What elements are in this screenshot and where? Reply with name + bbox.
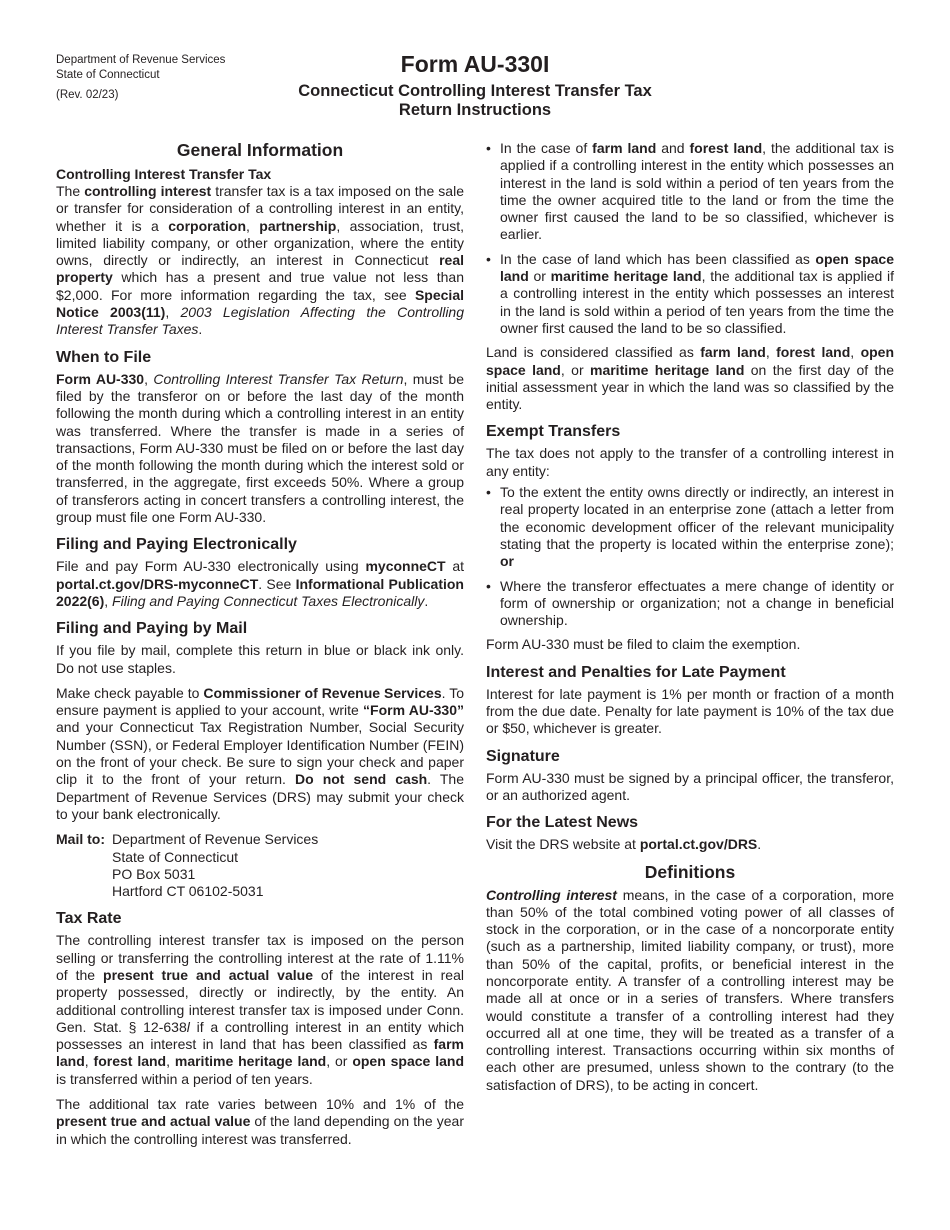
late-payment-paragraph: Interest for late payment is 1% per month or fraction of a month from the due date. Penalty for late payment is 10% of the tax due or $50, whichever is greater. [486,685,894,737]
identity-change-bullet: • Where the transferor effectuates a mere change of identity or form of ownership or organization; not a change in beneficial ownership. [486,577,894,629]
electronic-filing-heading: Filing and Paying Electronically [56,536,297,554]
form-subtitle [0,82,950,120]
latest-news-heading: For the Latest News [486,814,639,832]
latest-news-paragraph: Visit the DRS website at portal.ct.gov/DRS. [486,836,762,853]
tax-rate-heading: Tax Rate [56,910,122,928]
address-line: PO Box 5031 [112,865,196,882]
additional-rate-paragraph: The additional tax rate varies between 10% and 1% of the present true and actual value of the land depending on the year in which the controlling interest was transferred. [56,1096,464,1147]
late-payment-heading: Interest and Penalties for Late Payment [486,663,786,681]
agency-state: State of Connecticut [56,69,160,81]
address-line: Department of Revenue Services [112,831,319,848]
address-line: Hartford CT 06102-5031 [112,883,264,900]
exempt-intro: The tax does not apply to the transfer of a controlling interest in any entity: [486,445,894,479]
left-column [56,140,464,1156]
address-line: State of Connecticut [112,848,239,865]
enterprise-zone-bullet: • To the extent the entity owns directly or indirectly, an interest in real property located in an enterprise zone (attach a letter from the economic development officer of the relevant municipality stating that the property is located within the enterprise zone); or [486,484,894,570]
right-column [486,140,894,1102]
drs-website-link[interactable]: portal.ct.gov/DRS [639,836,758,853]
mail-ink-paragraph: If you file by mail, complete this return in blue or black ink only. Do not use staples. [56,642,464,676]
general-information-heading: General Information [176,140,344,160]
signature-paragraph: Form AU-330 must be signed by a principal officer, the transferor, or an authorized agent. [486,769,894,803]
general-paragraph: The controlling interest transfer tax is a tax imposed on the sale or transfer for consideration of a controlling interest in an entity, whether it is a corporation, partnership, association, trust, limited liability company, or other organization, where the entity owns, directly or indirectly, an interest in Connecticut real property which has a present and true value not less than $2,000. For more information regarding the tax, see Special Notice 2003(11), 2003 Legislation Affecting the Controlling Interest Transfer Taxes. [56,183,465,338]
subtitle-line-2: Return Instructions [398,101,552,119]
myconnect-link[interactable]: portal.ct.gov/DRS-myconneCT [56,575,259,592]
cit-heading: Controlling Interest Transfer Tax [56,166,272,182]
form-title: Form AU-330I [400,51,550,77]
when-to-file-heading: When to File [56,348,152,366]
signature-heading: Signature [486,747,560,765]
definitions-paragraph: Controlling interest means, in the case of a corporation, more than 50% of the total combined voting power of all classes of stock in the corporation, or in the case of a noncorporate entity (such as a partnership, limited liability company, or trust), more than 50% of the capital, profits, or beneficial interest in the noncorporate entity. A transfer of a controlling interest may be made all at once or in a series of transfers. Where transfers would constitute a transfer of a controlling interest had they occurred all at one time, they will be treated as a transfer of a controlling interest. Transactions occurring within six months of each other are presumed, unless shown to the contrary (to the satisfaction of DRS), to be acting in concert. [486,886,894,1093]
bullet-glyph: • [486,250,491,267]
bullet-glyph: • [486,577,491,594]
farm-forest-bullet: • In the case of farm land and forest land, the additional tax is applied if a controlling interest in the entity which possesses an interest in the land is sold within a period of ten years from the time the owner acquired title to the land or from the time the owner first caused the land to be so classified, whichever is earlier. [486,140,894,243]
exempt-closing: Form AU-330 must be filed to claim the exemption. [486,636,801,653]
mail-to-label: Mail to: [56,831,105,848]
open-space-bullet: • In the case of land which has been classified as open space land or maritime heritage land, the additional tax is applied if a controlling interest in the entity which possesses an interest in the land is sold within a period of ten years from the time the owner first caused the land to be so classified. [486,250,894,336]
exempt-transfers-heading: Exempt Transfers [486,423,621,441]
electronic-filing-paragraph: File and pay Form AU-330 electronically using myconneCT at portal.ct.gov/DRS-myconneCT. See Informational Publication 2022(6), Filing and Paying Connecticut Taxes Electronically. [56,558,464,609]
mail-to-block [56,831,464,900]
definitions-heading: Definitions [644,861,736,882]
mailing-address [112,831,318,900]
subtitle-line-1: Connecticut Controlling Interest Transfer Tax [298,82,652,100]
mail-filing-heading: Filing and Paying by Mail [56,620,248,638]
check-payable-paragraph: Make check payable to Commissioner of Revenue Services. To ensure payment is applied to your account, write “Form AU-330” and your Connecticut Tax Registration Number, Social Security Number (SSN), or Federal Employer Identification Number (FEIN) on the front of your check. Be sure to sign your check and paper clip it to the front of your return. Do not send cash. The Department of Revenue Services (DRS) may submit your check to your bank electronically. [56,684,464,822]
bullet-glyph: • [486,484,491,501]
when-to-file-paragraph: Form AU-330, Controlling Interest Transfer Tax Return, must be filed by the transferor on or before the last day of the month following the month during which a controlling interest in an entity was transferred. Where the transfer is made in a series of transactions, Form AU-330 must be filed on or before the last day of the month following the month during which the interest sold or transferred, in the aggregate, first exceeds 50%. Where a group of transferors acting in concert transfers a controlling interest, the group must file one Form AU-330. [56,370,464,526]
classified-land-paragraph: Land is considered classified as farm land, forest land, open space land, or maritime heritage land on the first day of the initial assessment year in which the land was so classified by the entity. [486,344,895,413]
revision-date: (Rev. 02/23) [56,89,119,101]
agency-name: Department of Revenue Services [56,54,226,66]
bullet-glyph: • [486,140,491,156]
tax-rate-paragraph: The controlling interest transfer tax is imposed on the person selling or transferring the controlling interest at the rate of 1.11% of the present true and actual value of the interest in real property possessed, directly or indirectly, by the entity. An additional controlling interest transfer tax is imposed under Conn. Gen. Stat. § 12-638l if a controlling interest in an entity which possesses an interest in land that has been classified as farm land, forest land, maritime heritage land, or open space land is transferred within a period of ten years. [56,932,464,1087]
